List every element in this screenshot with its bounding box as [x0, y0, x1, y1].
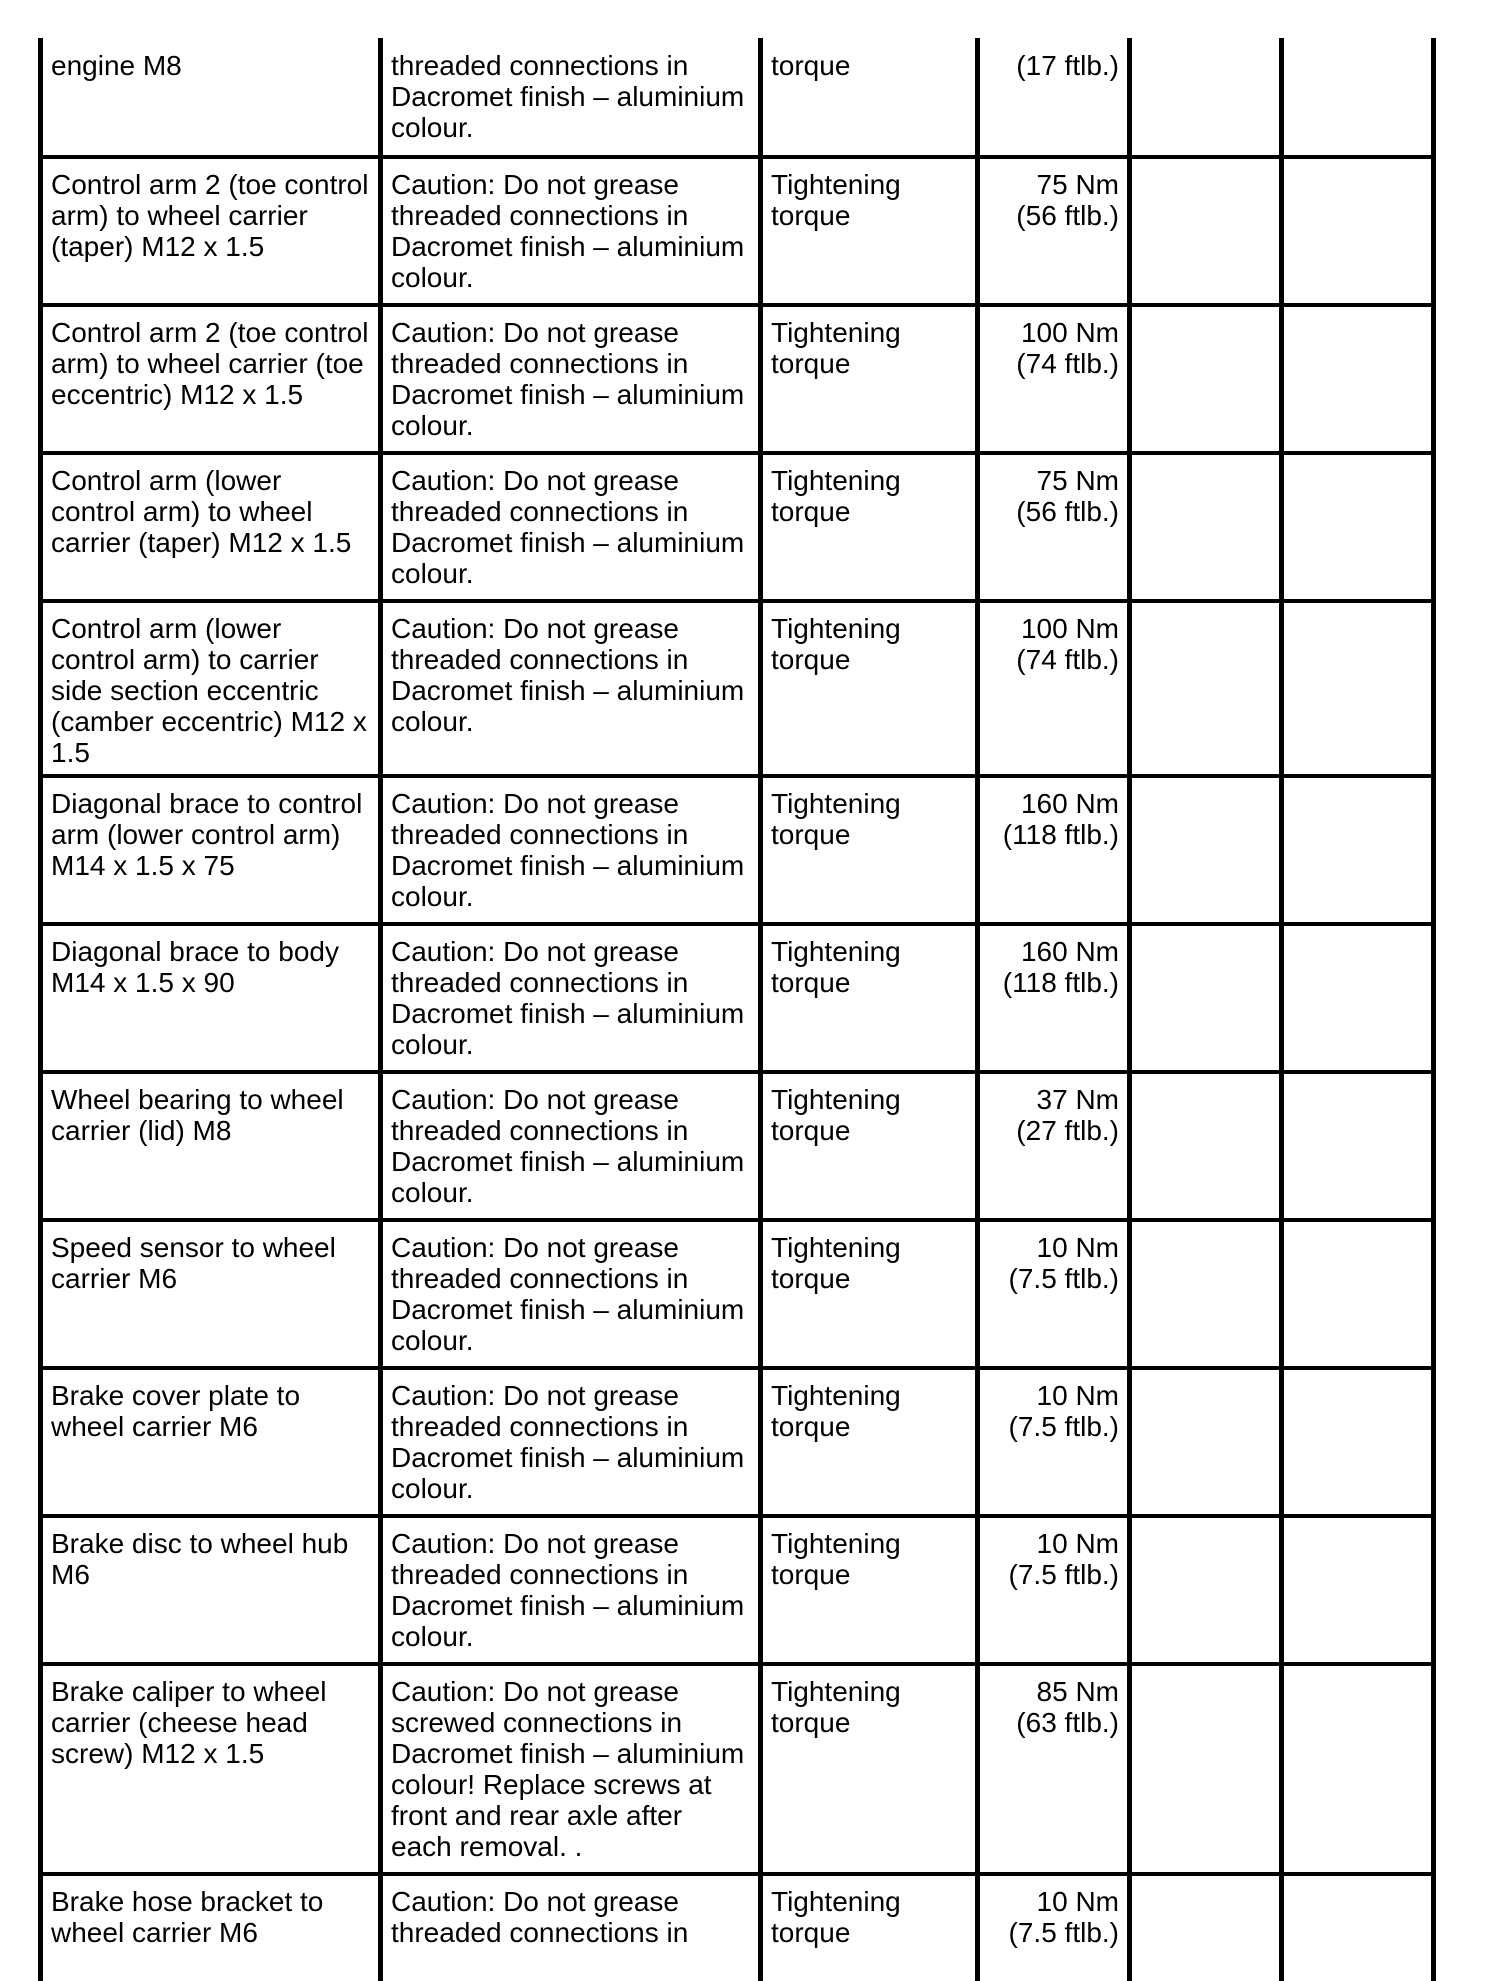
table-row: [41, 1516, 1434, 1664]
component-cell: engine M8: [41, 38, 381, 157]
value-ftlb: (7.5 ftlb.): [1008, 1917, 1119, 1948]
empty-cell: [1130, 453, 1282, 601]
note-cell: threaded connections in Dacromet finish – aluminium colour.: [381, 38, 761, 157]
value-cell: [978, 1220, 1130, 1368]
value-cell: [978, 157, 1130, 305]
value-ftlb: (74 ftlb.): [1016, 348, 1119, 379]
component-cell: Brake hose bracket to wheel carrier M6: [41, 1874, 381, 1981]
note-cell: Caution: Do not grease threaded connections in Dacromet finish – aluminium colour.: [381, 305, 761, 453]
empty-cell: [1130, 1664, 1282, 1874]
value-cell: [978, 776, 1130, 924]
note-cell: Caution: Do not grease threaded connections in Dacromet finish – aluminium colour.: [381, 601, 761, 776]
torque-spec-table: [38, 38, 1436, 1981]
table-row: [41, 1368, 1434, 1516]
note-cell: Caution: Do not grease threaded connections in Dacromet finish – aluminium colour.: [381, 776, 761, 924]
value-nm: 100 Nm: [1020, 317, 1119, 348]
table-row: [41, 776, 1434, 924]
component-cell: Brake disc to wheel hub M6: [41, 1516, 381, 1664]
note-cell: Caution: Do not grease threaded connections in Dacromet finish – aluminium colour.: [381, 1072, 761, 1220]
value-cell: [978, 601, 1130, 776]
value-cell: [978, 924, 1130, 1072]
note-cell: Caution: Do not grease threaded connections in Dacromet finish – aluminium colour.: [381, 1368, 761, 1516]
note-cell: Caution: Do not grease threaded connections in Dacromet finish – aluminium colour.: [381, 453, 761, 601]
table-row: [41, 305, 1434, 453]
empty-cell: [1130, 38, 1282, 157]
value-cell: [978, 453, 1130, 601]
type-cell: Tightening torque: [761, 1072, 978, 1220]
empty-cell: [1130, 1368, 1282, 1516]
value-nm: 10 Nm: [1036, 1528, 1119, 1559]
value-cell: [978, 38, 1130, 157]
type-cell: Tightening torque: [761, 305, 978, 453]
empty-cell: [1282, 924, 1434, 1072]
type-cell: torque: [761, 38, 978, 157]
empty-cell: [1130, 924, 1282, 1072]
type-cell: Tightening torque: [761, 157, 978, 305]
empty-cell: [1130, 1516, 1282, 1664]
value-cell: [978, 305, 1130, 453]
type-cell: Tightening torque: [761, 776, 978, 924]
empty-cell: [1282, 1368, 1434, 1516]
empty-cell: [1282, 1220, 1434, 1368]
table-row: [41, 1664, 1434, 1874]
empty-cell: [1282, 1874, 1434, 1981]
value-ftlb: (63 ftlb.): [1016, 1707, 1119, 1738]
value-cell: [978, 1368, 1130, 1516]
type-cell: Tightening torque: [761, 1516, 978, 1664]
empty-cell: [1130, 601, 1282, 776]
value-ftlb: (74 ftlb.): [1016, 644, 1119, 675]
component-cell: Control arm (lower control arm) to wheel carrier (taper) M12 x 1.5: [41, 453, 381, 601]
note-cell: Caution: Do not grease threaded connections in: [381, 1874, 761, 1981]
value-nm: 75 Nm: [1036, 169, 1119, 200]
table-row: [41, 157, 1434, 305]
empty-cell: [1282, 1516, 1434, 1664]
table-body: [41, 38, 1434, 1981]
value-nm: 10 Nm: [1036, 1232, 1119, 1263]
table-row: [41, 38, 1434, 157]
component-cell: Control arm 2 (toe control arm) to wheel carrier (taper) M12 x 1.5: [41, 157, 381, 305]
empty-cell: [1282, 157, 1434, 305]
component-cell: Brake caliper to wheel carrier (cheese head screw) M12 x 1.5: [41, 1664, 381, 1874]
component-cell: Diagonal brace to control arm (lower control arm) M14 x 1.5 x 75: [41, 776, 381, 924]
value-ftlb: (27 ftlb.): [1016, 1115, 1119, 1146]
empty-cell: [1130, 1072, 1282, 1220]
type-cell: Tightening torque: [761, 1664, 978, 1874]
table-row: [41, 601, 1434, 776]
table-row: [41, 924, 1434, 1072]
type-cell: Tightening torque: [761, 453, 978, 601]
value-nm: 85 Nm: [1036, 1676, 1119, 1707]
empty-cell: [1282, 601, 1434, 776]
value-cell: [978, 1516, 1130, 1664]
table-row: [41, 453, 1434, 601]
component-cell: Diagonal brace to body M14 x 1.5 x 90: [41, 924, 381, 1072]
type-cell: Tightening torque: [761, 601, 978, 776]
value-cell: [978, 1664, 1130, 1874]
value-nm: 75 Nm: [1036, 465, 1119, 496]
value-cell: [978, 1874, 1130, 1981]
component-cell: Wheel bearing to wheel carrier (lid) M8: [41, 1072, 381, 1220]
table-row: [41, 1072, 1434, 1220]
note-cell: Caution: Do not grease threaded connections in Dacromet finish – aluminium colour.: [381, 924, 761, 1072]
type-cell: Tightening torque: [761, 1220, 978, 1368]
component-cell: Brake cover plate to wheel carrier M6: [41, 1368, 381, 1516]
value-nm: 160 Nm: [1020, 936, 1119, 967]
table-row: [41, 1874, 1434, 1981]
value-nm: 160 Nm: [1020, 788, 1119, 819]
value-ftlb: (118 ftlb.): [1002, 967, 1119, 998]
value-nm: 10 Nm: [1036, 1380, 1119, 1411]
type-cell: Tightening torque: [761, 1368, 978, 1516]
value-nm: 100 Nm: [1020, 613, 1119, 644]
value-ftlb: (7.5 ftlb.): [1008, 1263, 1119, 1294]
empty-cell: [1282, 38, 1434, 157]
value-ftlb: (118 ftlb.): [1002, 819, 1119, 850]
type-cell: Tightening torque: [761, 924, 978, 1072]
type-cell: Tightening torque: [761, 1874, 978, 1981]
value-nm: 37 Nm: [1036, 1084, 1119, 1115]
empty-cell: [1282, 1664, 1434, 1874]
empty-cell: [1130, 1874, 1282, 1981]
table-row: [41, 1220, 1434, 1368]
empty-cell: [1282, 305, 1434, 453]
note-cell: Caution: Do not grease threaded connections in Dacromet finish – aluminium colour.: [381, 157, 761, 305]
value-cell: [978, 1072, 1130, 1220]
component-cell: Speed sensor to wheel carrier M6: [41, 1220, 381, 1368]
note-cell: Caution: Do not grease threaded connections in Dacromet finish – aluminium colour.: [381, 1516, 761, 1664]
value-ftlb: (56 ftlb.): [1016, 496, 1119, 527]
empty-cell: [1282, 453, 1434, 601]
empty-cell: [1130, 776, 1282, 924]
empty-cell: [1130, 305, 1282, 453]
empty-cell: [1282, 1072, 1434, 1220]
value-ftlb: (17 ftlb.): [1016, 50, 1119, 81]
note-cell: Caution: Do not grease threaded connections in Dacromet finish – aluminium colour.: [381, 1220, 761, 1368]
note-cell: Caution: Do not grease screwed connections in Dacromet finish – aluminium colour! Replace screws at front and rear axle after each removal. .: [381, 1664, 761, 1874]
empty-cell: [1282, 776, 1434, 924]
value-ftlb: (56 ftlb.): [1016, 200, 1119, 231]
empty-cell: [1130, 1220, 1282, 1368]
value-ftlb: (7.5 ftlb.): [1008, 1559, 1119, 1590]
component-cell: Control arm (lower control arm) to carrier side section eccentric (camber eccentric) M12 x 1.5: [41, 601, 381, 776]
value-ftlb: (7.5 ftlb.): [1008, 1411, 1119, 1442]
value-nm: 10 Nm: [1036, 1886, 1119, 1917]
component-cell: Control arm 2 (toe control arm) to wheel carrier (toe eccentric) M12 x 1.5: [41, 305, 381, 453]
empty-cell: [1130, 157, 1282, 305]
